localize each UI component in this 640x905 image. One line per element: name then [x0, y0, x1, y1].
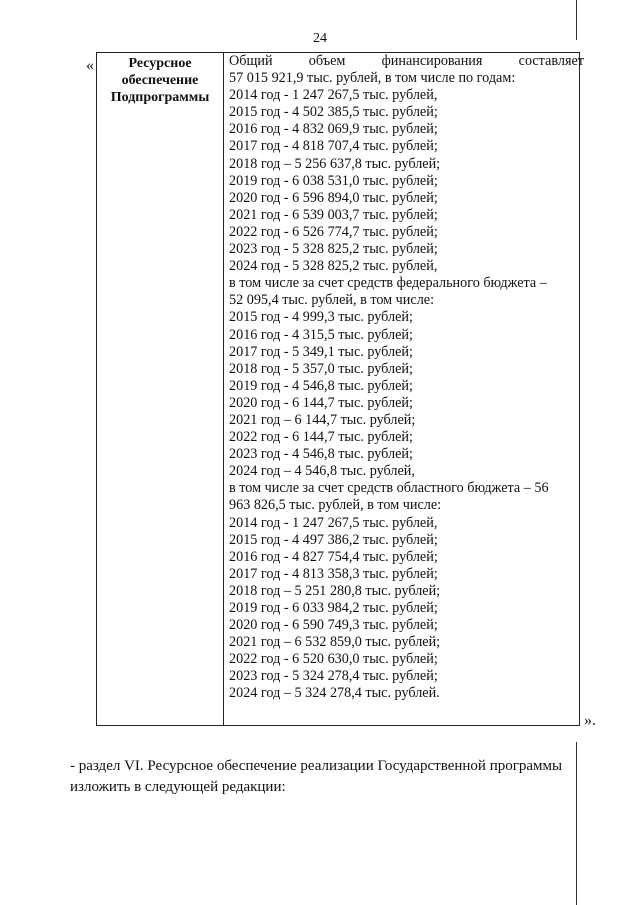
amendment-paragraph-line: изложить в следующей редакции: — [70, 779, 286, 795]
scan-margin-line — [576, 0, 577, 40]
word: Общий — [229, 53, 273, 69]
funding-line: 2019 год - 6 033 984,2 тыс. рублей; — [229, 600, 438, 616]
funding-line: 52 095,4 тыс. рублей, в том числе: — [229, 292, 435, 309]
funding-line: 2014 год - 1 247 267,5 тыс. рублей, — [229, 87, 438, 104]
funding-line: 2021 год – 6 532 859,0 тыс. рублей; — [229, 634, 441, 651]
funding-line: 2024 год – 4 546,8 тыс. рублей, — [229, 463, 415, 480]
funding-line: 2016 год - 4 832 069,9 тыс. рублей; — [229, 121, 438, 138]
amendment-paragraph-line: - раздел VI. Ресурсное обеспечение реализации Государственной программы — [70, 758, 563, 774]
funding-line: 2023 год - 5 328 825,2 тыс. рублей; — [229, 241, 438, 258]
word: объем — [308, 53, 346, 69]
funding-line: 2019 год - 4 546,8 тыс. рублей; — [229, 377, 413, 394]
funding-line: 2024 год - 5 328 825,2 тыс. рублей, — [229, 258, 438, 275]
funding-line: 2015 год - 4 497 386,2 тыс. рублей; — [229, 531, 438, 548]
funding-line: 2015 год - 4 999,3 тыс. рублей; — [229, 309, 413, 326]
funding-line: 2023 год - 4 546,8 тыс. рублей; — [229, 446, 413, 463]
funding-line: 2018 год – 5 256 637,8 тыс. рублей; — [229, 155, 441, 172]
word: финансирования — [381, 53, 483, 69]
funding-line: 2020 год - 6 596 894,0 тыс. рублей; — [229, 189, 438, 206]
scan-margin-line — [576, 742, 577, 905]
label-line: Ресурсное — [128, 56, 192, 71]
funding-line: 2018 год - 5 357,0 тыс. рублей; — [229, 360, 413, 377]
funding-line: 2017 год - 4 818 707,4 тыс. рублей; — [229, 138, 438, 155]
funding-line: 963 826,5 тыс. рублей, в том числе: — [229, 497, 442, 514]
funding-line: 2020 год - 6 590 749,3 тыс. рублей; — [229, 617, 438, 634]
funding-line: 2015 год - 4 502 385,5 тыс. рублей; — [229, 104, 438, 121]
funding-line: 2018 год – 5 251 280,8 тыс. рублей; — [229, 582, 441, 599]
funding-line: 2023 год - 5 324 278,4 тыс. рублей; — [229, 668, 438, 685]
resource-provision-table — [96, 52, 584, 726]
funding-line: в том числе за счет средств областного бюджета – 56 — [229, 480, 549, 497]
table-row — [97, 53, 580, 726]
page-number: 24 — [313, 31, 327, 46]
funding-line: 2021 год – 6 144,7 тыс. рублей; — [229, 411, 416, 428]
funding-line: 2017 год - 5 349,1 тыс. рублей; — [229, 343, 413, 360]
table-label-cell — [97, 53, 224, 726]
funding-line: 2019 год - 6 038 531,0 тыс. рублей; — [229, 172, 438, 189]
funding-line: 2017 год - 4 813 358,3 тыс. рублей; — [229, 565, 438, 582]
word: составляет — [518, 53, 584, 69]
label-line: обеспечение — [121, 73, 199, 88]
table-content-cell — [224, 53, 584, 726]
closing-quote-mark: ». — [584, 712, 596, 729]
label-line: Подпрограммы — [110, 90, 210, 105]
funding-line: 2014 год - 1 247 267,5 тыс. рублей, — [229, 514, 438, 531]
funding-line: 2024 год – 5 324 278,4 тыс. рублей. — [229, 685, 440, 702]
funding-line: 2016 год - 4 827 754,4 тыс. рублей; — [229, 548, 438, 565]
funding-line: 2022 год - 6 526 774,7 тыс. рублей; — [229, 223, 438, 240]
justified-first-line — [229, 53, 584, 70]
funding-line: 2022 год - 6 144,7 тыс. рублей; — [229, 429, 413, 446]
funding-line: 2016 год - 4 315,5 тыс. рублей; — [229, 326, 413, 343]
funding-line: 2021 год - 6 539 003,7 тыс. рублей; — [229, 206, 438, 223]
funding-line: 2020 год - 6 144,7 тыс. рублей; — [229, 394, 413, 411]
funding-line: 57 015 921,9 тыс. рублей, в том числе по годам: — [229, 70, 516, 87]
opening-quote-mark: « — [86, 57, 94, 74]
funding-line: 2022 год - 6 520 630,0 тыс. рублей; — [229, 651, 438, 668]
funding-line: в том числе за счет средств федерального бюджета – — [229, 275, 547, 292]
